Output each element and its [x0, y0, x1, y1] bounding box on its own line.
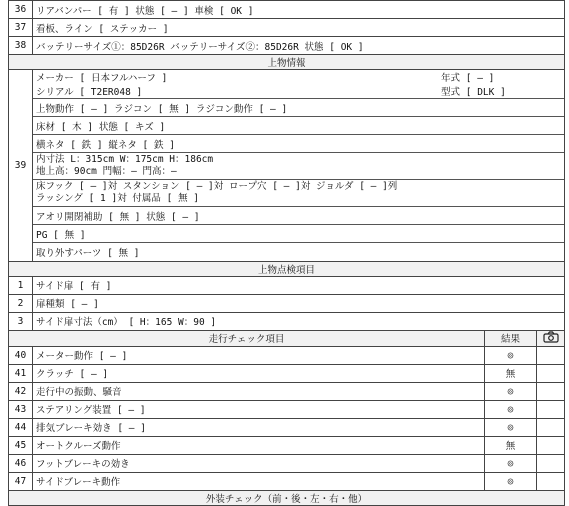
body-check-row — [9, 276, 565, 294]
pg-cell: PG [ 無 ] — [33, 225, 564, 243]
row-number: 36 — [9, 1, 33, 19]
maker-cell — [33, 70, 564, 99]
hooks-cell — [33, 180, 564, 207]
camera-cell — [537, 330, 565, 346]
dimension-cell — [33, 153, 564, 180]
row-text: 排気ブレーキ効き [ — ] — [33, 418, 485, 436]
inspection-table — [8, 0, 565, 506]
inner-dimensions: 内寸法 L：315cm W：175cm H：186cm — [36, 154, 214, 165]
row-number: 3 — [9, 312, 33, 330]
row-text: 看板、ライン [ ステッカー ] — [33, 19, 565, 37]
section-header-drive — [9, 330, 565, 346]
row-text: サイド扉寸法（cm） [ H：165 W：90 ] — [33, 312, 565, 330]
result-mark: ◎ — [485, 400, 537, 418]
hooks-line-1: 床フック [ — ]対 スタンション [ — ]対 ロープ穴 [ — ]対 ジョルダ [ — ]列 — [36, 181, 398, 192]
section-title: 外装チェック（前・後・左・右・他） — [9, 490, 565, 505]
row-number: 38 — [9, 37, 33, 55]
row-text: リアバンパー [ 有 ] 状態 [ — ] 車検 [ OK ] — [33, 1, 565, 19]
row-number: 37 — [9, 19, 33, 37]
row-text: ステアリング装置 [ — ] — [33, 400, 485, 418]
drive-check-row — [9, 418, 565, 436]
row-number: 2 — [9, 294, 33, 312]
body-info-block — [33, 70, 565, 262]
row-38 — [9, 37, 565, 55]
row-36 — [9, 1, 565, 19]
serial-right: 型式 [ DLK ] — [441, 87, 506, 98]
row-number: 44 — [9, 418, 33, 436]
photo-cell — [537, 382, 565, 400]
photo-cell — [537, 418, 565, 436]
photo-cell — [537, 364, 565, 382]
maker-left: メーカー [ 日本フルハーフ ] — [36, 73, 168, 84]
result-header: 結果 — [485, 330, 537, 346]
section-title: 走行チェック項目 — [9, 330, 485, 346]
neta-cell: 横ネタ [ 鉄 ] 縦ネタ [ 鉄 ] — [33, 135, 564, 153]
row-number: 47 — [9, 472, 33, 490]
row-text: メーター動作 [ — ] — [33, 346, 485, 364]
section-title: 上物点検項目 — [9, 261, 565, 276]
photo-cell — [537, 400, 565, 418]
row-37 — [9, 19, 565, 37]
row-text: サイドブレーキ動作 — [33, 472, 485, 490]
result-mark: 無 — [485, 364, 537, 382]
row-number: 45 — [9, 436, 33, 454]
photo-cell — [537, 472, 565, 490]
row-text: オートクルーズ動作 — [33, 436, 485, 454]
row-number: 43 — [9, 400, 33, 418]
row-text: バッテリーサイズ①：85D26R バッテリーサイズ②：85D26R 状態 [ OK ] — [33, 37, 565, 55]
result-mark: ◎ — [485, 454, 537, 472]
row-text: 走行中の振動、騒音 — [33, 382, 485, 400]
result-mark: 無 — [485, 436, 537, 454]
photo-cell — [537, 454, 565, 472]
camera-icon — [543, 331, 559, 343]
operation-cell: 上物動作 [ — ] ラジコン [ 無 ] ラジコン動作 [ — ] — [33, 99, 564, 117]
row-number: 40 — [9, 346, 33, 364]
serial-left: シリアル [ T2ER048 ] — [36, 87, 143, 98]
hooks-line-2: ラッシング [ 1 ]対 付属品 [ 無 ] — [36, 193, 200, 204]
drive-check-row — [9, 436, 565, 454]
photo-cell — [537, 436, 565, 454]
drive-check-row — [9, 364, 565, 382]
row-text: サイド扉 [ 有 ] — [33, 276, 565, 294]
row-number: 1 — [9, 276, 33, 294]
row-text: クラッチ [ — ] — [33, 364, 485, 382]
result-mark: ◎ — [485, 472, 537, 490]
ground-height: 地上高：90cm 門幅：— 門高：— — [36, 166, 177, 177]
body-check-row — [9, 312, 565, 330]
floor-cell: 床材 [ 木 ] 状態 [ キズ ] — [33, 117, 564, 135]
row-number: 41 — [9, 364, 33, 382]
row-number: 46 — [9, 454, 33, 472]
section-header-exterior — [9, 490, 565, 505]
drive-check-row — [9, 472, 565, 490]
drive-check-row — [9, 382, 565, 400]
section-header-body-info — [9, 55, 565, 70]
section-title: 上物情報 — [9, 55, 565, 70]
maker-right: 年式 [ — ] — [441, 73, 495, 84]
row-number: 42 — [9, 382, 33, 400]
result-mark: ◎ — [485, 418, 537, 436]
body-check-row — [9, 294, 565, 312]
removable-cell: 取り外すパーツ [ 無 ] — [36, 247, 140, 259]
drive-check-row — [9, 400, 565, 418]
result-mark: ◎ — [485, 346, 537, 364]
body-info-inner — [33, 70, 564, 261]
drive-check-row — [9, 454, 565, 472]
row-text: フットブレーキの効き — [33, 454, 485, 472]
row-text: 扉種類 [ — ] — [33, 294, 565, 312]
row-number: 39 — [9, 70, 33, 262]
section-header-body-check — [9, 261, 565, 276]
aori-cell: アオリ開閉補助 [ 無 ] 状態 [ — ] — [33, 207, 564, 225]
result-mark: ◎ — [485, 382, 537, 400]
row-39 — [9, 70, 565, 262]
drive-check-row — [9, 346, 565, 364]
photo-cell — [537, 346, 565, 364]
